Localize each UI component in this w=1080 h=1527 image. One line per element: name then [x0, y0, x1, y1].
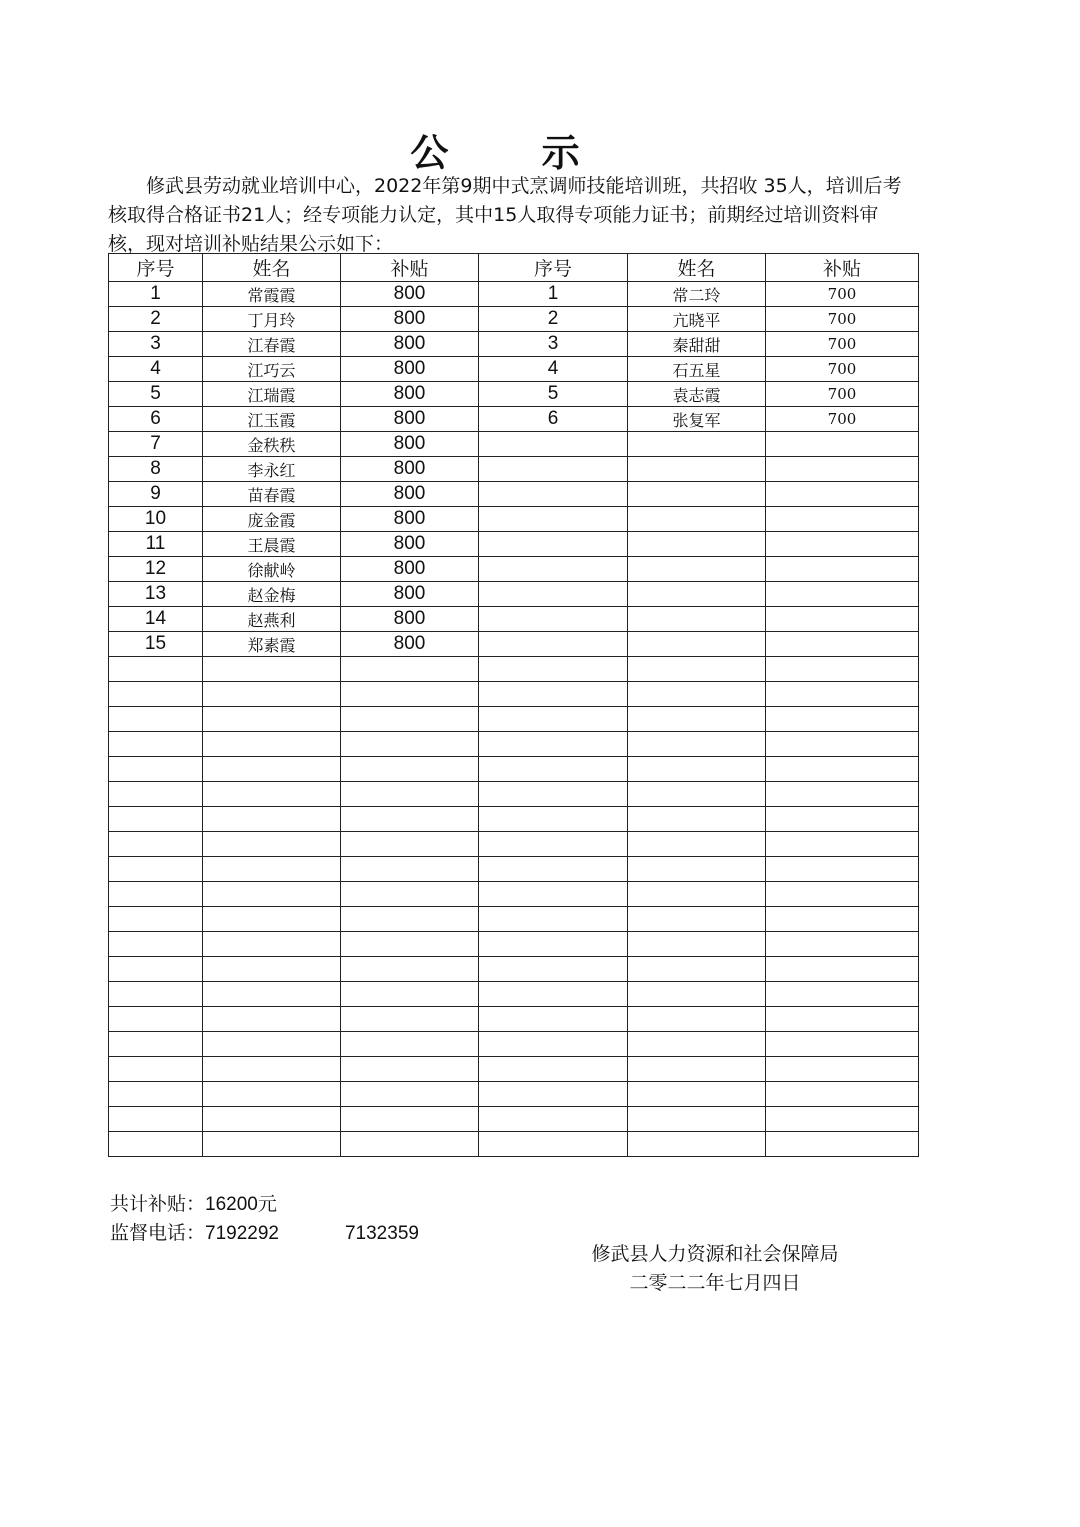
- table-row: [109, 732, 919, 757]
- right-seq-cell: [479, 607, 628, 632]
- left-seq-cell: [109, 1007, 203, 1032]
- left-amount-cell: 800: [341, 582, 479, 607]
- left-amount-cell: [341, 832, 479, 857]
- right-name-cell: [628, 532, 766, 557]
- left-seq-cell: [109, 657, 203, 682]
- left-name-cell: [203, 957, 341, 982]
- right-seq-cell: [479, 707, 628, 732]
- table-row: [109, 807, 919, 832]
- right-name-cell: [628, 932, 766, 957]
- left-amount-cell: [341, 707, 479, 732]
- table-row: [109, 707, 919, 732]
- right-amount-cell: [766, 507, 919, 532]
- left-amount-cell: 800: [341, 607, 479, 632]
- header-seq-left: 序号: [109, 254, 203, 282]
- right-name-cell: [628, 432, 766, 457]
- right-seq-cell: [479, 457, 628, 482]
- left-seq-cell: [109, 932, 203, 957]
- left-amount-cell: [341, 732, 479, 757]
- left-amount-cell: 800: [341, 507, 479, 532]
- left-amount-cell: 800: [341, 432, 479, 457]
- right-name-cell: [628, 957, 766, 982]
- page-title: 公 示: [410, 131, 620, 175]
- right-seq-cell: [479, 982, 628, 1007]
- right-amount-cell: [766, 1132, 919, 1157]
- right-name-cell: [628, 607, 766, 632]
- right-seq-cell: [479, 1007, 628, 1032]
- total-label: 共计补贴：: [110, 1193, 206, 1215]
- left-name-cell: [203, 707, 341, 732]
- left-name-cell: 江瑞霞: [203, 382, 341, 407]
- right-amount-cell: [766, 857, 919, 882]
- table-row: [109, 1107, 919, 1132]
- right-amount-cell: [766, 457, 919, 482]
- right-amount-cell: [766, 632, 919, 657]
- left-seq-cell: 8: [109, 457, 203, 482]
- right-name-cell: [628, 507, 766, 532]
- right-seq-cell: [479, 882, 628, 907]
- left-amount-cell: [341, 757, 479, 782]
- table-row: [109, 682, 919, 707]
- right-amount-cell: [766, 557, 919, 582]
- right-amount-cell: 700: [766, 407, 919, 432]
- right-name-cell: [628, 732, 766, 757]
- table-row: [109, 457, 919, 482]
- left-name-cell: [203, 1007, 341, 1032]
- right-amount-cell: [766, 807, 919, 832]
- left-seq-cell: [109, 757, 203, 782]
- left-seq-cell: 4: [109, 357, 203, 382]
- table-row: [109, 1057, 919, 1082]
- table-row: [109, 1082, 919, 1107]
- left-name-cell: [203, 832, 341, 857]
- phone-line: [110, 1219, 419, 1248]
- right-name-cell: [628, 757, 766, 782]
- table-body: [109, 282, 919, 1157]
- table-row: [109, 907, 919, 932]
- left-name-cell: 丁月玲: [203, 307, 341, 332]
- right-name-cell: [628, 557, 766, 582]
- table-row: [109, 1032, 919, 1057]
- left-amount-cell: [341, 882, 479, 907]
- footer-block: [110, 1190, 419, 1248]
- header-name-left: 姓名: [203, 254, 341, 282]
- left-amount-cell: 800: [341, 632, 479, 657]
- signature-block: [570, 1240, 860, 1298]
- header-name-right: 姓名: [628, 254, 766, 282]
- right-amount-cell: 700: [766, 357, 919, 382]
- right-amount-cell: [766, 782, 919, 807]
- table-row: [109, 382, 919, 407]
- left-seq-cell: [109, 982, 203, 1007]
- right-seq-cell: 6: [479, 407, 628, 432]
- right-name-cell: [628, 1107, 766, 1132]
- right-amount-cell: [766, 1032, 919, 1057]
- left-seq-cell: [109, 957, 203, 982]
- left-amount-cell: 800: [341, 532, 479, 557]
- right-name-cell: [628, 807, 766, 832]
- left-name-cell: [203, 1132, 341, 1157]
- left-name-cell: 金秩秩: [203, 432, 341, 457]
- left-name-cell: 苗春霞: [203, 482, 341, 507]
- left-amount-cell: [341, 1057, 479, 1082]
- left-name-cell: 江玉霞: [203, 407, 341, 432]
- left-seq-cell: 7: [109, 432, 203, 457]
- right-amount-cell: 700: [766, 307, 919, 332]
- table-row: [109, 857, 919, 882]
- right-name-cell: [628, 1032, 766, 1057]
- right-amount-cell: [766, 957, 919, 982]
- left-amount-cell: 800: [341, 457, 479, 482]
- right-name-cell: [628, 882, 766, 907]
- right-name-cell: [628, 682, 766, 707]
- left-seq-cell: 11: [109, 532, 203, 557]
- left-seq-cell: 2: [109, 307, 203, 332]
- left-seq-cell: [109, 907, 203, 932]
- left-name-cell: [203, 657, 341, 682]
- left-name-cell: [203, 932, 341, 957]
- table-row: [109, 582, 919, 607]
- table-row: [109, 357, 919, 382]
- right-seq-cell: 3: [479, 332, 628, 357]
- left-amount-cell: 800: [341, 482, 479, 507]
- right-seq-cell: 2: [479, 307, 628, 332]
- right-amount-cell: [766, 482, 919, 507]
- left-amount-cell: 800: [341, 357, 479, 382]
- right-seq-cell: [479, 932, 628, 957]
- table-row: [109, 832, 919, 857]
- right-name-cell: [628, 632, 766, 657]
- right-seq-cell: [479, 482, 628, 507]
- left-amount-cell: 800: [341, 307, 479, 332]
- right-name-cell: 亢晓平: [628, 307, 766, 332]
- right-amount-cell: [766, 907, 919, 932]
- left-seq-cell: 5: [109, 382, 203, 407]
- right-name-cell: [628, 907, 766, 932]
- left-amount-cell: [341, 1132, 479, 1157]
- subsidy-table: [108, 253, 919, 1157]
- left-seq-cell: [109, 832, 203, 857]
- left-name-cell: [203, 1032, 341, 1057]
- right-amount-cell: [766, 882, 919, 907]
- right-amount-cell: [766, 1057, 919, 1082]
- left-name-cell: 郑素霞: [203, 632, 341, 657]
- left-name-cell: [203, 807, 341, 832]
- left-amount-cell: [341, 807, 479, 832]
- right-name-cell: 常二玲: [628, 282, 766, 307]
- left-amount-cell: [341, 982, 479, 1007]
- left-seq-cell: 15: [109, 632, 203, 657]
- left-seq-cell: [109, 1132, 203, 1157]
- left-name-cell: 庞金霞: [203, 507, 341, 532]
- left-name-cell: [203, 882, 341, 907]
- right-amount-cell: [766, 532, 919, 557]
- left-seq-cell: [109, 782, 203, 807]
- left-name-cell: [203, 857, 341, 882]
- table-row: [109, 607, 919, 632]
- right-amount-cell: [766, 732, 919, 757]
- right-seq-cell: [479, 682, 628, 707]
- left-name-cell: [203, 1107, 341, 1132]
- left-name-cell: [203, 682, 341, 707]
- table-row: [109, 657, 919, 682]
- table-row: [109, 307, 919, 332]
- left-amount-cell: [341, 1107, 479, 1132]
- left-amount-cell: [341, 857, 479, 882]
- left-amount-cell: [341, 1032, 479, 1057]
- right-name-cell: [628, 482, 766, 507]
- left-name-cell: [203, 757, 341, 782]
- signature-org: 修武县人力资源和社会保障局: [591, 1243, 839, 1265]
- left-seq-cell: 14: [109, 607, 203, 632]
- right-seq-cell: [479, 657, 628, 682]
- right-seq-cell: [479, 1132, 628, 1157]
- left-name-cell: 江巧云: [203, 357, 341, 382]
- table-row: [109, 432, 919, 457]
- left-amount-cell: [341, 782, 479, 807]
- left-amount-cell: [341, 1007, 479, 1032]
- left-name-cell: 常霞霞: [203, 282, 341, 307]
- right-name-cell: 张复军: [628, 407, 766, 432]
- table-row: [109, 957, 919, 982]
- right-seq-cell: [479, 1082, 628, 1107]
- right-amount-cell: [766, 982, 919, 1007]
- intro-paragraph: [108, 172, 908, 259]
- table-row: [109, 882, 919, 907]
- signature-date: 二零二二年七月四日: [629, 1272, 801, 1294]
- right-name-cell: [628, 707, 766, 732]
- table-row: [109, 982, 919, 1007]
- table-row: [109, 1007, 919, 1032]
- table-row: [109, 507, 919, 532]
- left-amount-cell: [341, 907, 479, 932]
- left-seq-cell: 1: [109, 282, 203, 307]
- right-amount-cell: 700: [766, 282, 919, 307]
- left-name-cell: 赵燕利: [203, 607, 341, 632]
- left-name-cell: 江春霞: [203, 332, 341, 357]
- left-name-cell: [203, 1082, 341, 1107]
- right-amount-cell: [766, 1007, 919, 1032]
- header-amount-left: 补贴: [341, 254, 479, 282]
- right-name-cell: [628, 857, 766, 882]
- right-amount-cell: [766, 607, 919, 632]
- right-amount-cell: [766, 1082, 919, 1107]
- left-seq-cell: [109, 1032, 203, 1057]
- right-seq-cell: [479, 532, 628, 557]
- left-seq-cell: 10: [109, 507, 203, 532]
- total-line: [110, 1190, 419, 1219]
- right-seq-cell: [479, 1032, 628, 1057]
- right-amount-cell: [766, 832, 919, 857]
- intro-text: 修武县劳动就业培训中心，2022年第9期中式烹调师技能培训班，共招收 35人，培训后考核取得合格证书21人；经专项能力认定，其中15人取得专项能力证书；前期经过培训资料审核，现对培训补贴结果公示如下：: [108, 175, 902, 255]
- total-value: 16200元: [205, 1194, 277, 1215]
- left-amount-cell: 800: [341, 407, 479, 432]
- table-row: [109, 632, 919, 657]
- right-name-cell: [628, 657, 766, 682]
- left-name-cell: 王晨霞: [203, 532, 341, 557]
- left-seq-cell: [109, 707, 203, 732]
- left-amount-cell: 800: [341, 332, 479, 357]
- left-amount-cell: [341, 682, 479, 707]
- right-amount-cell: [766, 707, 919, 732]
- left-amount-cell: 800: [341, 557, 479, 582]
- right-amount-cell: 700: [766, 332, 919, 357]
- right-seq-cell: [479, 907, 628, 932]
- right-name-cell: [628, 1057, 766, 1082]
- right-name-cell: [628, 782, 766, 807]
- left-name-cell: [203, 1057, 341, 1082]
- table-row: [109, 332, 919, 357]
- table-row: [109, 532, 919, 557]
- left-seq-cell: [109, 732, 203, 757]
- left-name-cell: [203, 732, 341, 757]
- phone-number-2: 7132359: [344, 1223, 419, 1244]
- right-amount-cell: [766, 582, 919, 607]
- left-amount-cell: [341, 957, 479, 982]
- right-seq-cell: [479, 507, 628, 532]
- right-seq-cell: [479, 782, 628, 807]
- table-row: [109, 757, 919, 782]
- right-name-cell: 袁志霞: [628, 382, 766, 407]
- right-name-cell: 石五星: [628, 357, 766, 382]
- right-seq-cell: [479, 832, 628, 857]
- left-name-cell: 赵金梅: [203, 582, 341, 607]
- left-seq-cell: [109, 1082, 203, 1107]
- right-amount-cell: [766, 757, 919, 782]
- right-amount-cell: [766, 432, 919, 457]
- right-seq-cell: 4: [479, 357, 628, 382]
- right-seq-cell: [479, 857, 628, 882]
- right-seq-cell: [479, 1107, 628, 1132]
- left-seq-cell: 13: [109, 582, 203, 607]
- right-seq-cell: 1: [479, 282, 628, 307]
- right-seq-cell: [479, 807, 628, 832]
- table-row: [109, 282, 919, 307]
- right-seq-cell: [479, 732, 628, 757]
- right-name-cell: [628, 1082, 766, 1107]
- right-seq-cell: [479, 757, 628, 782]
- table-row: [109, 407, 919, 432]
- right-amount-cell: [766, 657, 919, 682]
- right-name-cell: [628, 1132, 766, 1157]
- right-name-cell: [628, 1007, 766, 1032]
- left-seq-cell: [109, 1107, 203, 1132]
- left-seq-cell: [109, 882, 203, 907]
- phone-number-1: 7192292: [205, 1223, 279, 1244]
- right-seq-cell: [479, 432, 628, 457]
- left-name-cell: [203, 907, 341, 932]
- right-name-cell: [628, 832, 766, 857]
- left-seq-cell: [109, 1057, 203, 1082]
- left-name-cell: 徐献岭: [203, 557, 341, 582]
- table-row: [109, 782, 919, 807]
- table-row: [109, 557, 919, 582]
- right-seq-cell: [479, 1057, 628, 1082]
- left-name-cell: [203, 982, 341, 1007]
- header-seq-right: 序号: [479, 254, 628, 282]
- table-header-row: [109, 254, 919, 282]
- right-seq-cell: 5: [479, 382, 628, 407]
- left-seq-cell: 6: [109, 407, 203, 432]
- left-name-cell: 李永红: [203, 457, 341, 482]
- right-name-cell: [628, 457, 766, 482]
- right-name-cell: 秦甜甜: [628, 332, 766, 357]
- table-row: [109, 1132, 919, 1157]
- left-amount-cell: 800: [341, 382, 479, 407]
- right-amount-cell: [766, 1107, 919, 1132]
- left-amount-cell: [341, 1082, 479, 1107]
- left-seq-cell: [109, 807, 203, 832]
- left-seq-cell: 3: [109, 332, 203, 357]
- right-seq-cell: [479, 632, 628, 657]
- left-seq-cell: 12: [109, 557, 203, 582]
- right-seq-cell: [479, 582, 628, 607]
- right-name-cell: [628, 982, 766, 1007]
- right-seq-cell: [479, 957, 628, 982]
- right-amount-cell: [766, 932, 919, 957]
- left-amount-cell: 800: [341, 282, 479, 307]
- right-amount-cell: 700: [766, 382, 919, 407]
- left-amount-cell: [341, 932, 479, 957]
- left-name-cell: [203, 782, 341, 807]
- right-name-cell: [628, 582, 766, 607]
- right-amount-cell: [766, 682, 919, 707]
- table-row: [109, 932, 919, 957]
- header-amount-right: 补贴: [766, 254, 919, 282]
- left-amount-cell: [341, 657, 479, 682]
- left-seq-cell: [109, 682, 203, 707]
- right-seq-cell: [479, 557, 628, 582]
- table-row: [109, 482, 919, 507]
- left-seq-cell: 9: [109, 482, 203, 507]
- phone-label: 监督电话：: [110, 1222, 206, 1244]
- left-seq-cell: [109, 857, 203, 882]
